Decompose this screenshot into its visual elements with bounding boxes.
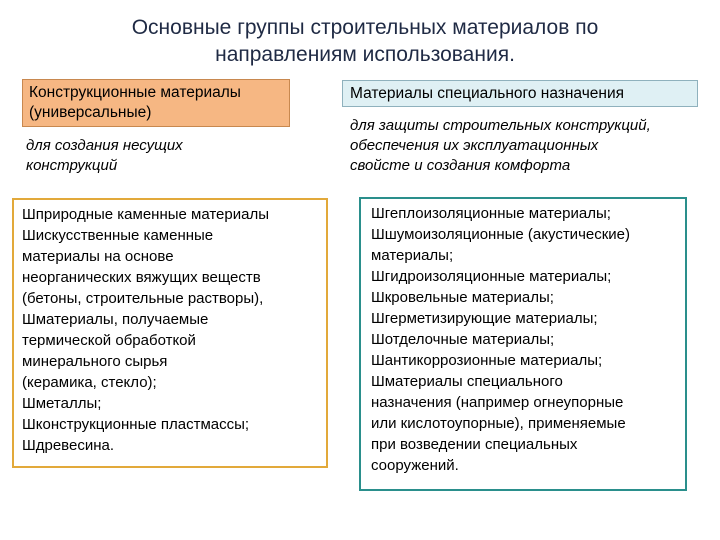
list-item: Шматериалы, получаемые [22,311,209,328]
list-item: Шгидроизоляционные материалы; [371,268,612,285]
list-item: минерального сырья [22,353,168,370]
structural-materials-header-line: Конструкционные материалы [29,84,241,101]
structural-materials-list [12,198,328,468]
list-item: Шгеплоизоляционные материалы; [371,205,611,222]
slide-title-line: направлениям использования. [215,43,515,66]
list-item: назначения (например огнеупорные [371,394,624,411]
special-materials-header-line: Материалы специального назначения [350,85,625,102]
list-item: Шматериалы специального [371,373,563,390]
list-item: (бетоны, строительные растворы), [22,290,264,307]
list-item: (керамика, стекло); [22,374,157,391]
list-item: неорганических вяжущих веществ [22,269,261,286]
list-item: Шотделочные материалы; [371,331,555,348]
list-item: термической обработкой [22,332,196,349]
purpose-line: конструкций [26,157,118,174]
list-item: Шдревесина. [22,437,114,454]
list-item: при возведении специальных [371,436,578,453]
purpose-line: для создания несущих [26,137,183,154]
purpose-line: свойсте и создания комфорта [350,157,571,174]
list-item: материалы; [371,247,454,264]
list-item: Шшумоизоляционные (акустические) [371,226,630,243]
list-item: или кислотоупорные), применяемые [371,415,626,432]
list-item: Шгерметизирующие материалы; [371,310,598,327]
list-item: Шприродные каменные материалы [22,206,269,223]
slide-title-line: Основные группы строительных материалов по [131,16,599,39]
purpose-line: обеспечения их эксплуатационных [350,137,599,154]
list-item: Шметаллы; [22,395,102,412]
slide-title [70,14,660,68]
list-item: Шкровельные материалы; [371,289,554,306]
structural-materials-purpose [26,136,183,176]
purpose-line: для защиты строительных конструкций, [350,117,651,134]
list-item: сооружений. [371,457,459,474]
structural-materials-header [22,79,290,127]
structural-materials-header-line: (универсальные) [29,104,152,121]
list-item: Шконструкционные пластмассы; [22,416,250,433]
special-materials-list [359,197,687,491]
list-item: материалы на основе [22,248,174,265]
special-materials-purpose [350,116,651,176]
list-item: Шискусственные каменные [22,227,214,244]
list-item: Шантикоррозионные материалы; [371,352,603,369]
special-materials-header [342,80,698,107]
